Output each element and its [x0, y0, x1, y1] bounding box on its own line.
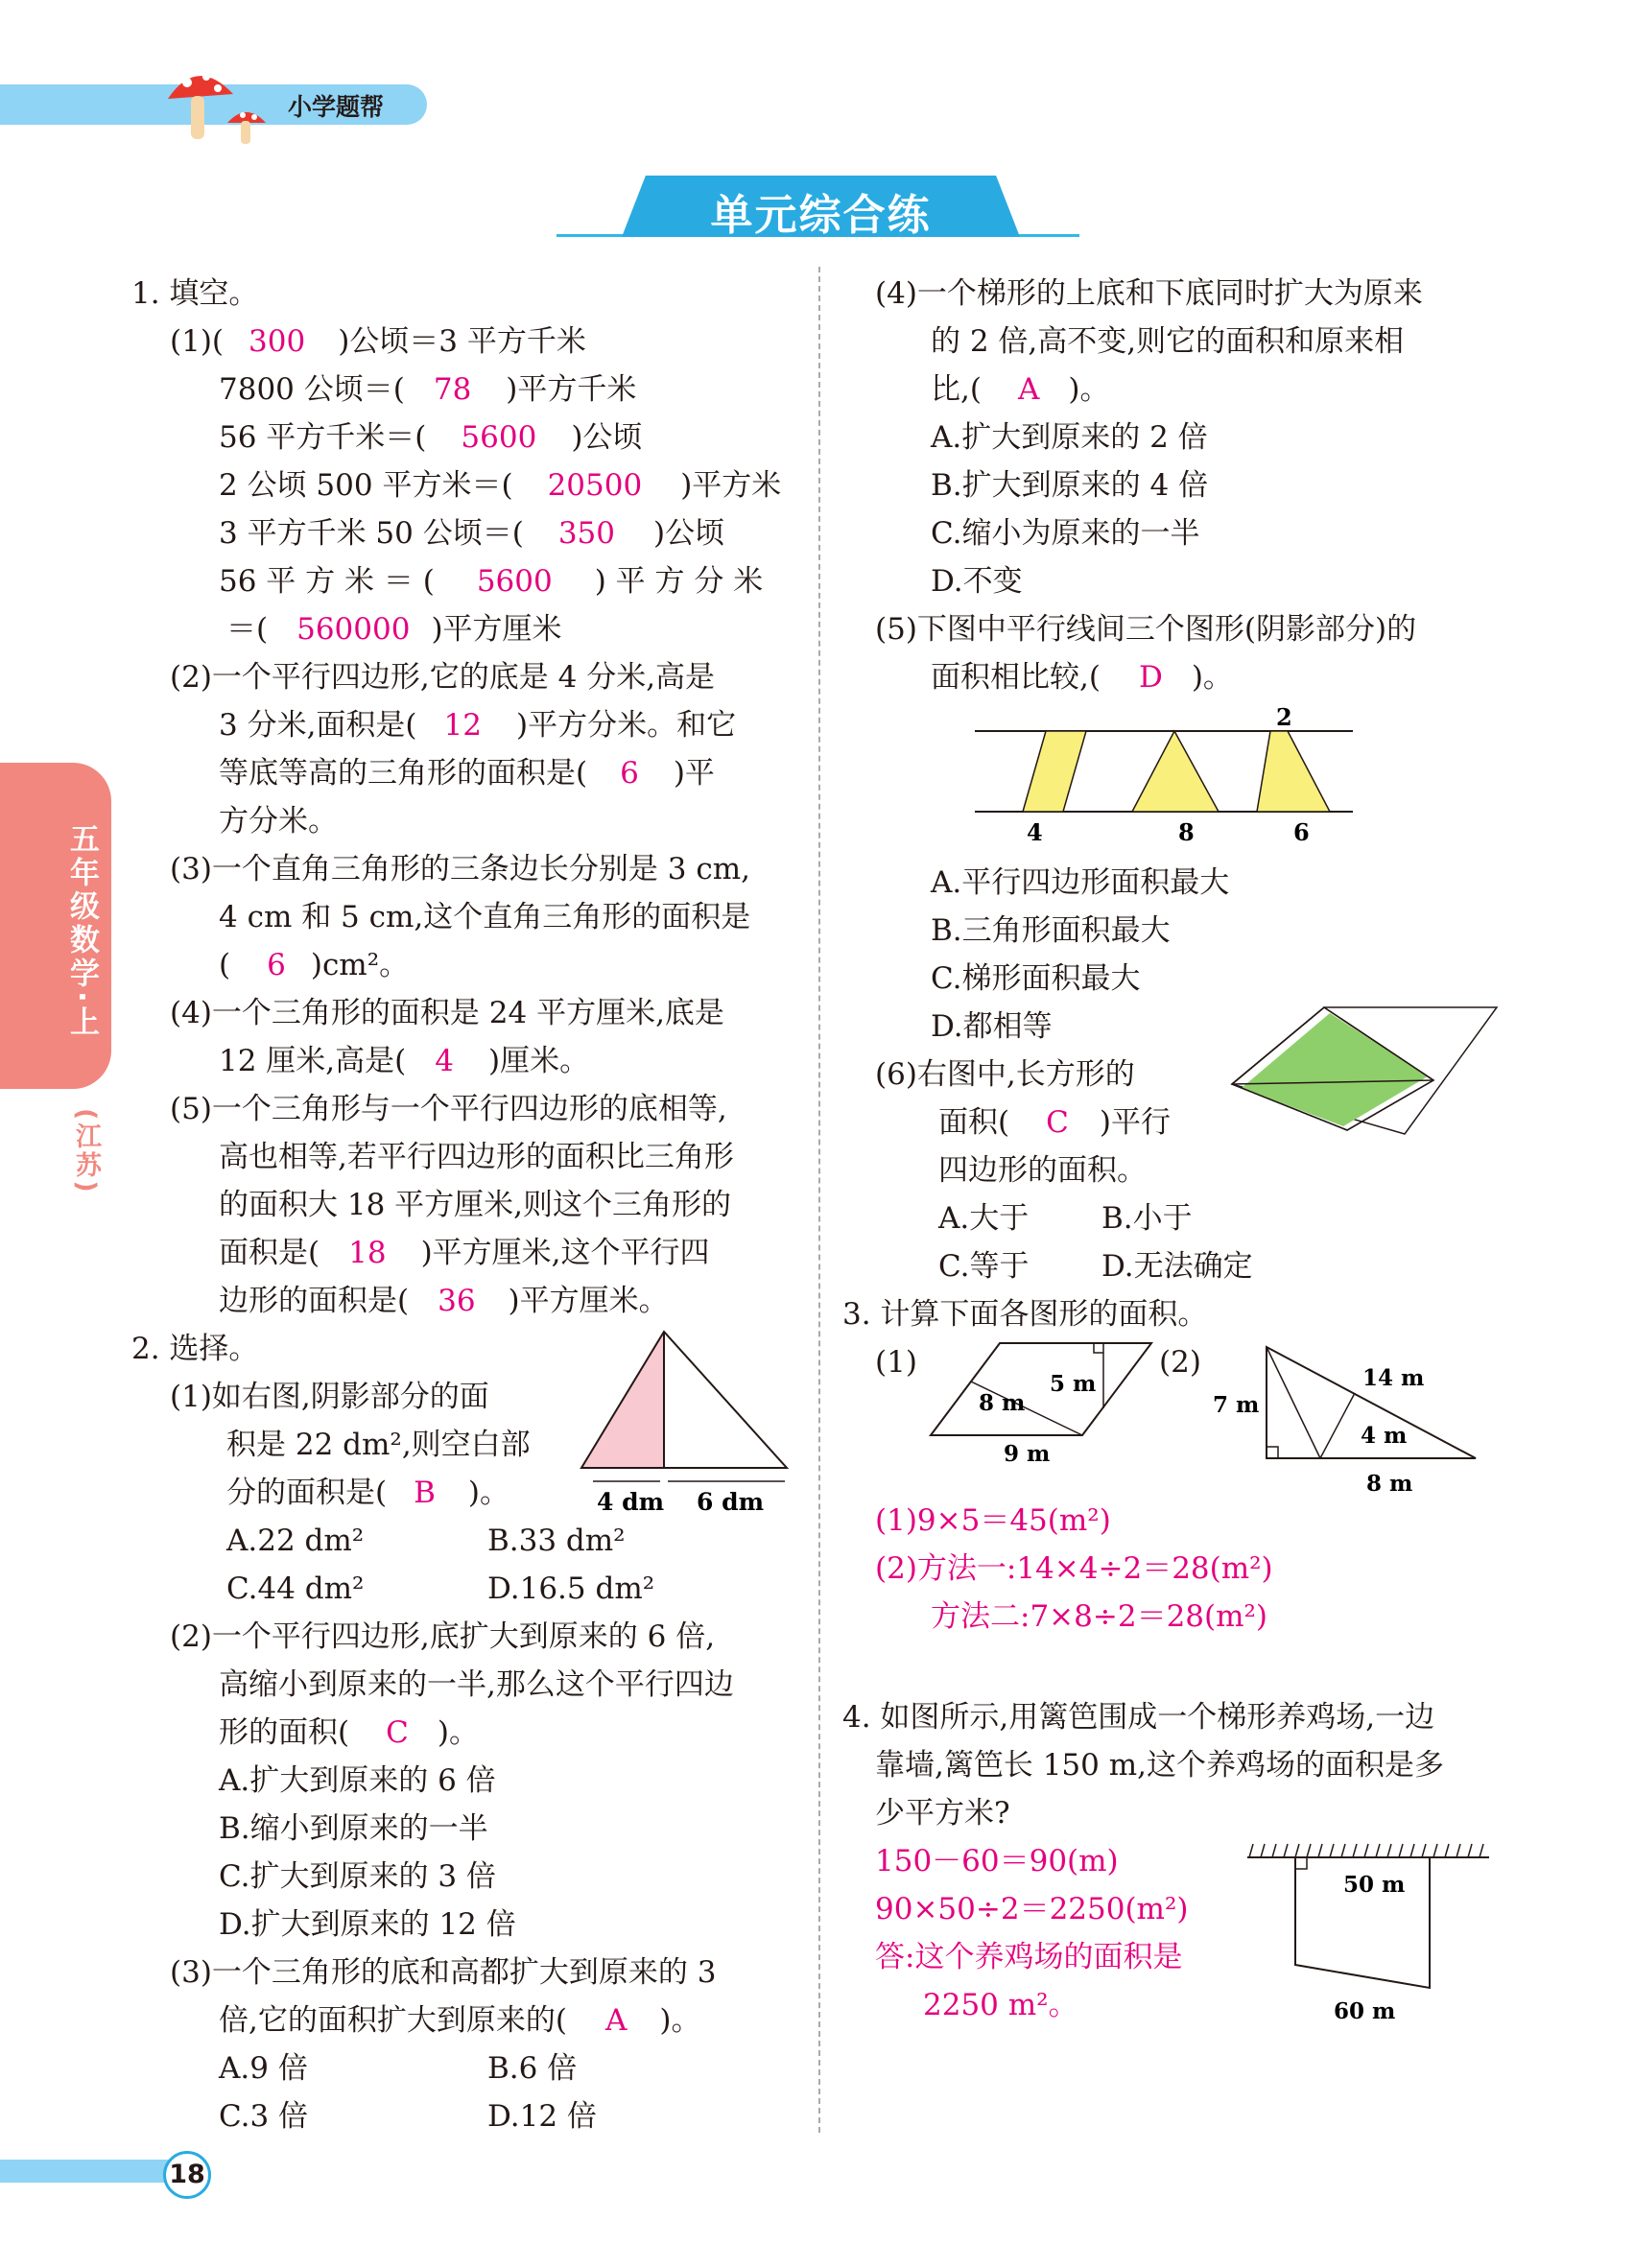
- q2-line: 四边形的面积。: [938, 1153, 1147, 1188]
- fig-label-a: 4: [1027, 818, 1043, 846]
- section-title: 单元综合练: [710, 191, 932, 240]
- q4-line: 少平方米?: [875, 1796, 1010, 1831]
- q1-line: ＝( 560000 )平方厘米: [226, 612, 562, 647]
- q1-line: 3 平方千米 50 公顷＝( 350 )公顷: [219, 516, 725, 551]
- q1-line: 的面积大 18 平方厘米,则这个三角形的: [219, 1188, 732, 1222]
- q2-line: 高缩小到原来的一半,那么这个平行四边: [219, 1667, 734, 1702]
- q1-line: 4 cm 和 5 cm,这个直角三角形的面积是: [219, 900, 751, 934]
- column-divider: [818, 267, 820, 2133]
- q3-fig2-label-d: 8 m: [1366, 1471, 1413, 1497]
- q2-line: (3)一个三角形的底和高都扩大到原来的 3: [170, 1955, 717, 1990]
- fig-label-c: 6: [1293, 818, 1310, 846]
- fig-label-6dm: 6 dm: [697, 1488, 765, 1514]
- q3-fig1-label-s: 8 m: [979, 1390, 1026, 1416]
- q1-line: 边形的面积是( 36 )平方厘米。: [219, 1284, 669, 1318]
- q2-option: A.扩大到原来的 6 倍: [219, 1763, 496, 1798]
- q2-option: C.3 倍: [219, 2099, 309, 2134]
- q1-line: (1)( 300 )公顷＝3 平方千米: [170, 324, 586, 359]
- q2-option: B.小于: [1101, 1201, 1193, 1236]
- q2-option: A.9 倍: [219, 2051, 308, 2086]
- q2-line: 的 2 倍,高不变,则它的面积和原来相: [931, 324, 1405, 359]
- q4-fig-label-top: 50 m: [1343, 1872, 1406, 1898]
- q2-option: C.等于: [938, 1249, 1030, 1284]
- q3-fig2-label-b: 7 m: [1213, 1392, 1260, 1418]
- q1-line: 3 分米,面积是( 12 )平方分米。和它: [219, 708, 737, 743]
- q1-line: (4)一个三角形的面积是 24 平方厘米,底是: [170, 996, 724, 1030]
- q3-fig2-label-a: 14 m: [1362, 1365, 1425, 1391]
- q2-option: A.22 dm²: [226, 1524, 365, 1558]
- q4-line: 靠墙,篱笆长 150 m,这个养鸡场的面积是多: [875, 1748, 1444, 1783]
- q1-line: 方分米。: [219, 804, 338, 839]
- q2-line: 分的面积是( B )。: [226, 1476, 509, 1510]
- q2-option: D.都相等: [931, 1009, 1053, 1044]
- q2-rectangle-figure: [1226, 998, 1504, 1142]
- q4-trapezoid-figure: [1238, 1834, 1497, 2026]
- q2-option: A.平行四边形面积最大: [931, 865, 1230, 900]
- q1-line: ( 6 )cm²。: [219, 948, 410, 982]
- q1-line: 高也相等,若平行四边形的面积比三角形: [219, 1140, 734, 1174]
- fig-label-b: 8: [1178, 818, 1195, 846]
- side-sub-label: (江苏): [71, 1108, 101, 1195]
- mushroom-icon: [158, 56, 283, 148]
- q2-line: 面积( C )平行: [938, 1105, 1171, 1140]
- q2-option: A.扩大到原来的 2 倍: [931, 420, 1208, 455]
- q3-fig1-label-h: 5 m: [1050, 1371, 1097, 1397]
- q3-label-1: (1): [875, 1345, 917, 1380]
- q3-parallelogram-figure: [921, 1334, 1161, 1468]
- q3-title: 3. 计算下面各图形的面积。: [842, 1297, 1208, 1332]
- q3-triangle-figure: [1201, 1335, 1489, 1499]
- q3-fig2-label-c: 4 m: [1361, 1423, 1408, 1449]
- q2-option: C.梯形面积最大: [931, 961, 1141, 996]
- q3-label-2: (2): [1159, 1345, 1201, 1380]
- q4-fig-label-bottom: 60 m: [1334, 1998, 1396, 2024]
- q2-option: D.16.5 dm²: [487, 1571, 655, 1606]
- q1-line: 56 平方千米＝( 5600 )公顷: [219, 420, 643, 455]
- q2-line: 形的面积( C )。: [219, 1715, 479, 1750]
- q3-answer: (2)方法一:14×4÷2＝28(m²): [875, 1551, 1273, 1586]
- page-number: 18: [163, 2151, 211, 2199]
- q2-option: C.缩小为原来的一半: [931, 516, 1200, 551]
- q1-line: 面积是( 18 )平方厘米,这个平行四: [219, 1236, 710, 1270]
- q2-option: C.44 dm²: [226, 1571, 365, 1606]
- q2-option: B.33 dm²: [487, 1524, 626, 1558]
- q2-option: B.缩小到原来的一半: [219, 1811, 488, 1846]
- footer-band: [0, 2160, 171, 2183]
- q2-option: B.三角形面积最大: [931, 913, 1171, 948]
- q4-answer: 答:这个养鸡场的面积是: [875, 1940, 1183, 1974]
- q2-option: D.不变: [931, 564, 1023, 599]
- q2-option: B.扩大到原来的 4 倍: [931, 468, 1209, 503]
- q2-triangle-figure: [576, 1322, 792, 1514]
- q2-line: (2)一个平行四边形,底扩大到原来的 6 倍,: [170, 1619, 716, 1654]
- q1-line: 56 平 方 米 ＝ ( 5600 ) 平 方 分 米: [219, 564, 764, 599]
- q2-option: D.扩大到原来的 12 倍: [219, 1907, 516, 1942]
- q2-line: 积是 22 dm²,则空白部: [226, 1428, 531, 1462]
- fig-label-top: 2: [1276, 703, 1292, 731]
- q2-option: B.6 倍: [487, 2051, 578, 2086]
- q2-line: (5)下图中平行线间三个图形(阴影部分)的: [875, 612, 1417, 647]
- brand-title: 小学题帮: [288, 93, 385, 121]
- q1-line: 2 公顷 500 平方米＝( 20500 )平方米: [219, 468, 782, 503]
- q4-answer: 2250 m²。: [923, 1988, 1078, 2022]
- fig-label-4dm: 4 dm: [597, 1488, 665, 1514]
- side-label: 五年级数学·上: [64, 823, 99, 1040]
- q4-line: 4. 如图所示,用篱笆围成一个梯形养鸡场,一边: [842, 1700, 1435, 1735]
- q2-option: D.无法确定: [1101, 1249, 1253, 1284]
- q2-option: D.12 倍: [487, 2099, 597, 2134]
- q1-line: (2)一个平行四边形,它的底是 4 分米,高是: [170, 660, 716, 695]
- q4-answer: 150－60＝90(m): [875, 1844, 1119, 1878]
- q2-option: C.扩大到原来的 3 倍: [219, 1859, 496, 1894]
- q3-fig1-label-b: 9 m: [1004, 1441, 1051, 1467]
- q2-title: 2. 选择。: [131, 1332, 259, 1366]
- q1-line: 等底等高的三角形的面积是( 6 )平: [219, 756, 715, 791]
- q1-line: 12 厘米,高是( 4 )厘米。: [219, 1044, 590, 1078]
- q2-line: (6)右图中,长方形的: [875, 1057, 1135, 1092]
- q4-answer: 90×50÷2＝2250(m²): [875, 1892, 1189, 1926]
- q1-line: 7800 公顷＝( 78 )平方千米: [219, 372, 637, 407]
- q2-line: (4)一个梯形的上底和下底同时扩大为原来: [875, 276, 1423, 311]
- q2-line: (1)如右图,阴影部分的面: [170, 1380, 489, 1414]
- q2-line: 比,( A )。: [931, 372, 1110, 407]
- q2-line: 倍,它的面积扩大到原来的( A )。: [219, 2003, 701, 2038]
- q2-line: 面积相比较,( D )。: [931, 660, 1233, 695]
- q2-option: A.大于: [938, 1201, 1030, 1236]
- q3-answer: 方法二:7×8÷2＝28(m²): [931, 1599, 1268, 1634]
- q1-line: (5)一个三角形与一个平行四边形的底相等,: [170, 1092, 727, 1126]
- q2-parallel-figure: [969, 698, 1362, 852]
- q1-title: 1. 填空。: [131, 276, 259, 311]
- q3-answer: (1)9×5＝45(m²): [875, 1503, 1111, 1538]
- q1-line: (3)一个直角三角形的三条边长分别是 3 cm,: [170, 852, 750, 886]
